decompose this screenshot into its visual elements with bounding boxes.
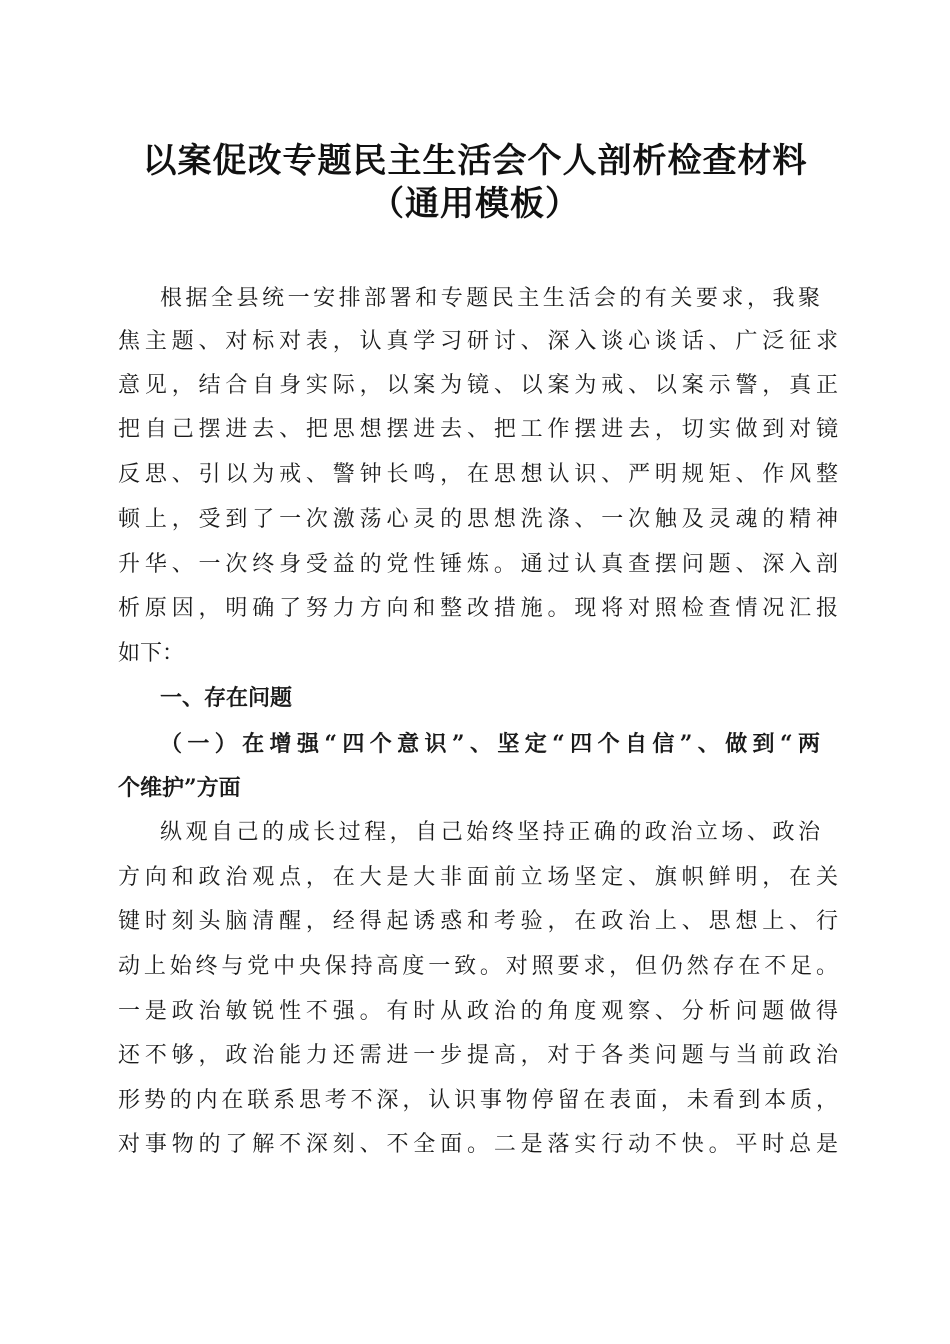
intro-line: 意见，结合自身实际，以案为镜、以案为戒、以案示警，真正	[118, 373, 838, 398]
body-line: 形势的内在联系思考不深，认识事物停留在表面，未看到本质，	[118, 1088, 838, 1113]
body-line: 键时刻头脑清醒，经得起诱惑和考验，在政治上、思想上、行	[118, 909, 838, 934]
body-line: 一是政治敏锐性不强。有时从政治的角度观察、分析问题做得	[118, 999, 838, 1024]
body-line: 对事物的了解不深刻、不全面。二是落实行动不快。平时总是	[118, 1132, 838, 1157]
body-line: 还不够，政治能力还需进一步提高，对于各类问题与当前政治	[118, 1043, 838, 1068]
subsection-heading: 个维护”方面	[118, 775, 241, 801]
intro-line: 反思、引以为戒、警钟长鸣，在思想认识、严明规矩、作风整	[118, 462, 838, 487]
intro-line: 把自己摆进去、把思想摆进去、把工作摆进去，切实做到对镜	[118, 417, 838, 442]
body-line: 纵观自己的成长过程，自己始终坚持正确的政治立场、政治	[160, 820, 820, 845]
body-line: 动上始终与党中央保持高度一致。对照要求，但仍然存在不足。	[118, 954, 838, 979]
intro-line: 升华、一次终身受益的党性锤炼。通过认真查摆问题、深入剖	[118, 552, 838, 577]
body-line: 方向和政治观点，在大是大非面前立场坚定、旗帜鲜明，在关	[118, 865, 838, 890]
intro-line: 焦主题、对标对表，认真学习研讨、深入谈心谈话、广泛征求	[118, 329, 838, 354]
section-heading: 一、存在问题	[160, 686, 293, 711]
subsection-heading: （一）在增强“四个意识”、坚定“四个自信”、做到“两	[160, 731, 820, 757]
intro-line: 如下：	[118, 641, 185, 666]
intro-line: 根据全县统一安排部署和专题民主生活会的有关要求，我聚	[160, 286, 820, 311]
document-title: 以案促改专题民主生活会个人剖析检查材料	[142, 141, 808, 181]
intro-line: 顿上，受到了一次激荡心灵的思想洗涤、一次触及灵魂的精神	[118, 507, 838, 532]
document-subtitle: （通用模板）	[370, 184, 580, 224]
intro-line: 析原因，明确了努力方向和整改措施。现将对照检查情况汇报	[118, 596, 838, 621]
